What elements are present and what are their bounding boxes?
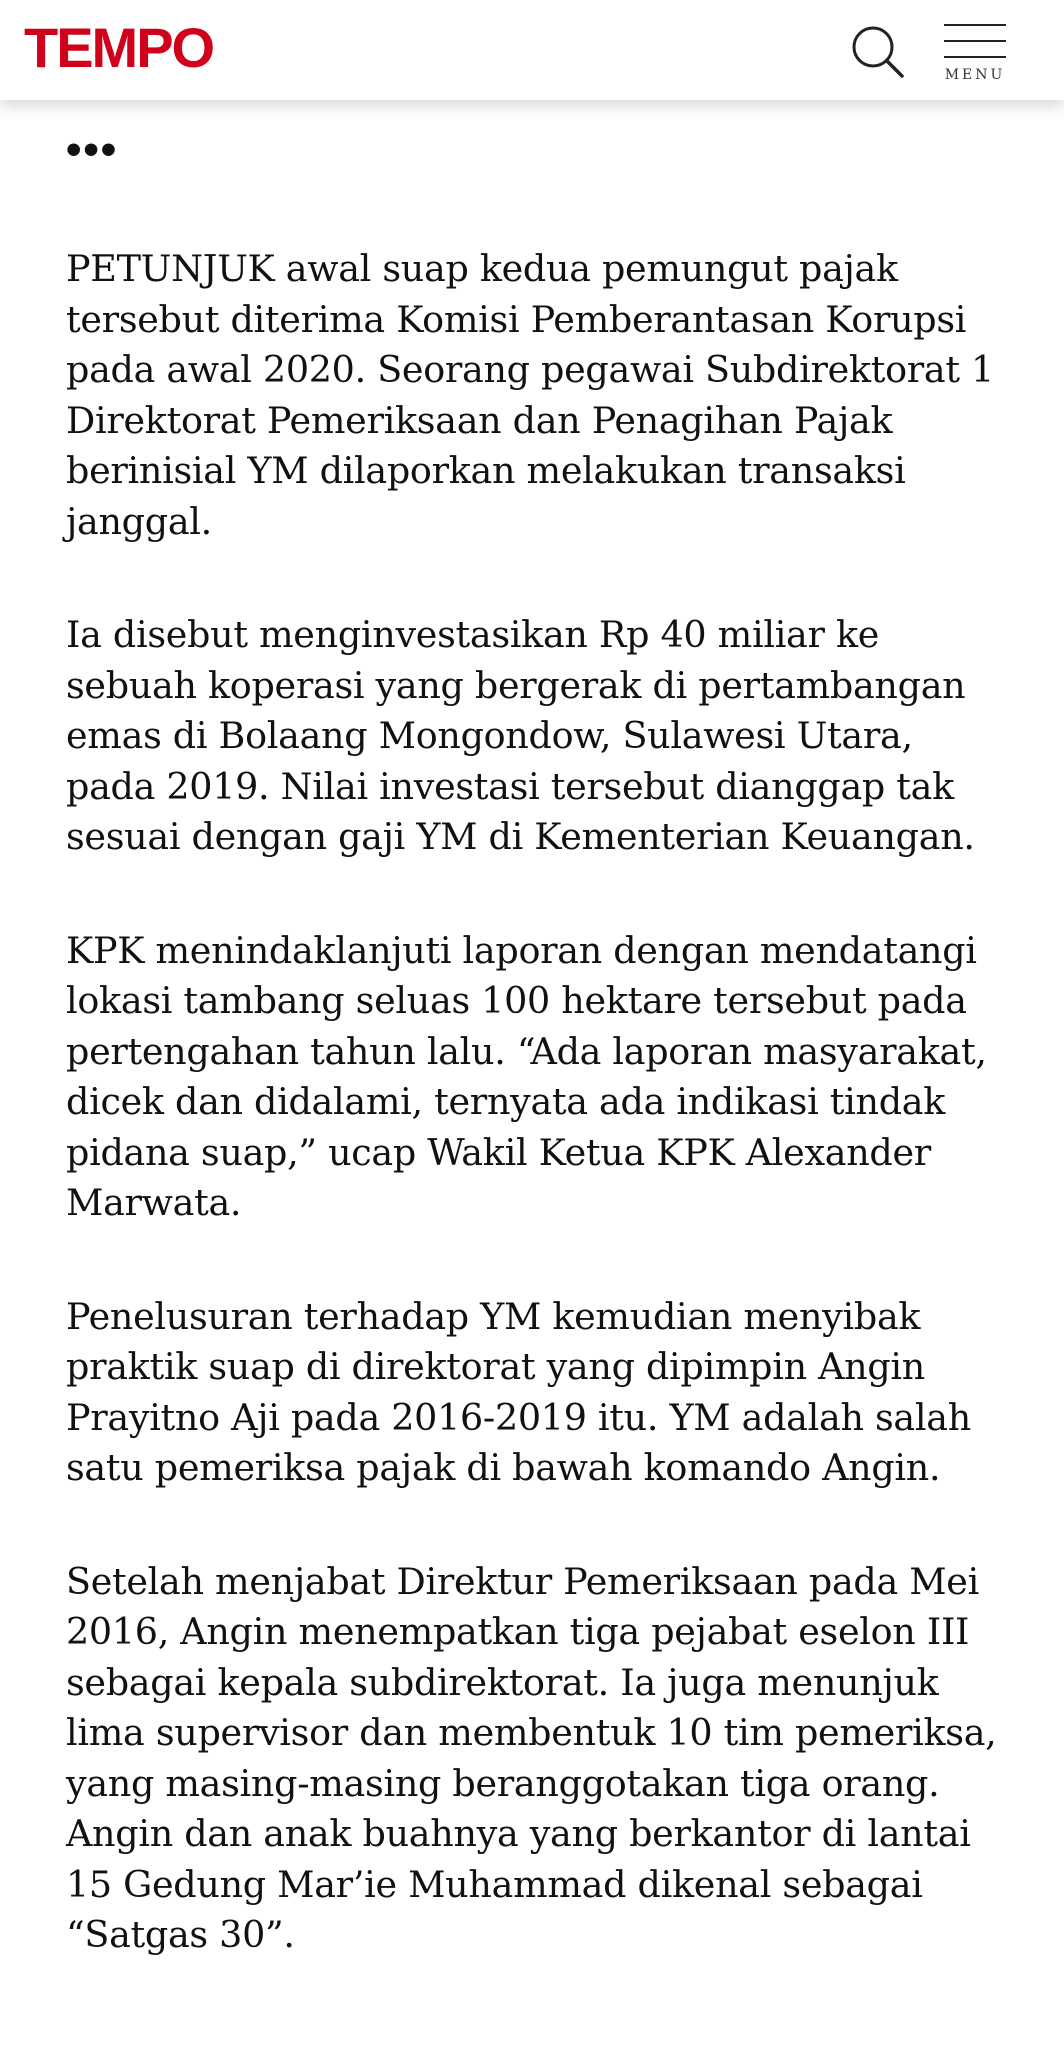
search-button[interactable] — [848, 22, 908, 82]
search-icon — [848, 22, 908, 82]
article-paragraph: Penelusuran terhadap YM kemudian menyibak praktik suap di direktorat yang dipimpin Angin Prayitno Aji pada 2016-2019 itu. YM adalah salah satu pemeriksa pajak di bawah komando Angin. — [66, 1294, 971, 1489]
menu-label: MENU — [944, 67, 1006, 83]
more-options-ellipsis[interactable]: ••• — [66, 125, 119, 174]
article-paragraph: PETUNJUK awal suap kedua pemungut pajak tersebut diterima Komisi Pemberantasan Korupsi pada awal 2020. Seorang pegawai Subdirektorat 1 Direktorat Pemeriksaan dan Penagihan Pajak berinisial YM dilaporkan melakukan transaksi janggal. — [66, 247, 994, 543]
article-paragraph: KPK menindaklanjuti laporan dengan mendatangi lokasi tambang seluas 100 hektare tersebut pada pertengahan tahun lalu. “Ada laporan masyarakat, dicek dan didalami, ternyata ada indikasi tindak pidana suap,” ucap Wakil Ketua KPK Alexander Marwata. — [66, 928, 987, 1224]
hamburger-menu-icon — [944, 56, 1006, 58]
menu-button[interactable] — [944, 22, 1006, 86]
tempo-logo[interactable]: TEMPO — [24, 16, 214, 79]
hamburger-menu-icon — [944, 40, 1006, 42]
article-paragraph: Setelah menjabat Direktur Pemeriksaan pada Mei 2016, Angin menempatkan tiga pejabat eselon III sebagai kepala subdirektorat. Ia juga menunjuk lima supervisor dan membentuk 10 tim pemeriksa, yang masing-masing beranggotakan tiga orang. Angin dan anak buahnya yang berkantor di lantai 15 Gedung Mar’ie Muhammad dikenal sebagai “Satgas 30”. — [66, 1559, 997, 1956]
top-header — [0, 0, 1064, 100]
hamburger-menu-icon — [944, 24, 1006, 26]
article-body — [66, 244, 1006, 2024]
article-paragraph: Ia disebut menginvestasikan Rp 40 miliar ke sebuah koperasi yang bergerak di pertambangan emas di Bolaang Mongondow, Sulawesi Utara, pada 2019. Nilai investasi tersebut dianggap tak sesuai dengan gaji YM di Kementerian Keuangan. — [66, 613, 975, 858]
